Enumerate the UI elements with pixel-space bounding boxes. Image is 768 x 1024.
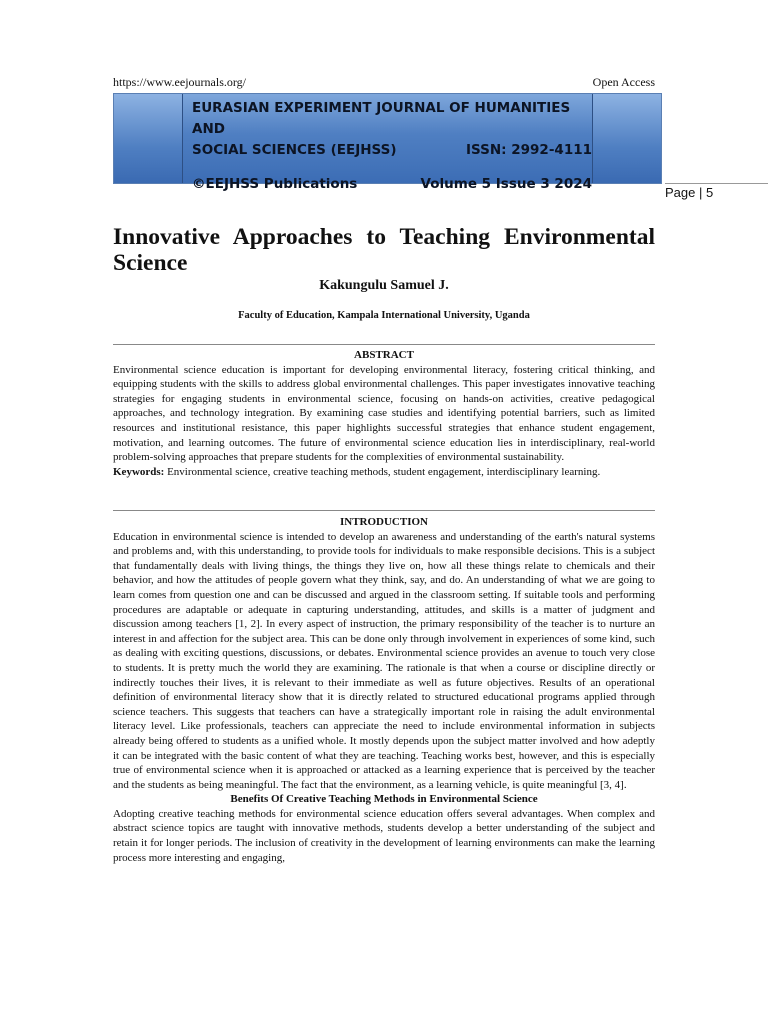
- banner-left-panel: [114, 94, 183, 183]
- journal-banner: [113, 93, 662, 192]
- introduction-top-rule: [113, 510, 655, 511]
- keywords-label: Keywords:: [113, 465, 165, 478]
- abstract-top-rule: [113, 344, 655, 345]
- abstract-text: Environmental science education is important for developing environmental literacy, fostering critical thinking, and equipping students with the skills to address global environmental challenges. This paper investigates innovative teaching strategies for engaging students in environmental science, focusing on hands-on activities, creative pedagogical approaches, and technology integration. By examining case studies and identifying potential barriers, such as limited resources and institutional resistance, this paper highlights successful strategies that enhance student engagement, motivation, and learning outcomes. The future of environmental science education lies in interdisciplinary, real-world problem-solving approaches that prepare students for the complexities of environmental sustainability.: [113, 363, 655, 464]
- journal-url: https://www.eejournals.org/: [113, 75, 246, 89]
- benefits-heading: Benefits Of Creative Teaching Methods in Environmental Science: [230, 793, 538, 806]
- introduction-text: Education in environmental science is intended to develop an awareness and understanding of the earth's natural systems and problems and, with this understanding, to provide tools for individuals to make responsible decisions. This is a subject that fundamentally deals with living things, the things they live on, how all these things relate to chemicals and their behavior, and how the attitudes of people govern what they think, say, and do. An understanding of what we are going to learn comes from question one and can be discussed and argued in the classroom setting. If suitable tools and performing procedures are adaptable or adequate in capturing understanding, attitudes, and skills is a matter of judgment and discussion among teachers [1, 2]. In every aspect of instruction, the primary responsibility of the teacher is to nurture an interest in and affection for the subject area. This can be done only through involvement in experiences of some kind, such as dealing with exciting questions, discussions, or debates. Environmental science provides an avenue to touch very close to students. It is pretty much the world they are examining. The rationale is that when a course or discipline directly or indirectly touches their lives, it is relevant to their immediate as well as future objectives. Results of an operational definition of environmental literacy show that it is directly related to structured educational programs applied through science teachers. This suggests that teachers can have a strategically important role in raising the adult environmental literacy level. Like professionals, teachers can appreciate the need to include environmental information in subjects already being offered to students as a unified whole. It mostly depends upon the subject matter involved and how adeptly it can be integrated with the basic content of what they are teaching. Teaching works best, however, and this is especially true of environmental science when it is approached or attacked as a learning experience that is perceived by the teacher and the students as being meaningful. The fact that the environment, as a learning vehicle, is quite meaningful [3, 4].: [113, 530, 655, 791]
- introduction-section: [113, 515, 655, 865]
- issn: ISSN: 2992-4111: [465, 142, 592, 158]
- journal-name-line1: EURASIAN EXPERIMENT JOURNAL OF HUMANITIES AND: [192, 100, 571, 137]
- volume-issue: Volume 5 Issue 3 2024: [420, 176, 592, 192]
- abstract-heading: ABSTRACT: [354, 349, 414, 361]
- article-title: Innovative Approaches to Teaching Environmental Science: [113, 224, 655, 276]
- page-number: Page | 5: [665, 185, 714, 200]
- benefits-text: Adopting creative teaching methods for environmental science education offers several advantages. When complex and abstract science topics are taught with innovative methods, students develop a better understanding of the subject and retain it for longer periods. The inclusion of creativity in the development of learning environments can make the learning process more interesting and engaging,: [113, 807, 655, 864]
- keywords: [113, 465, 655, 480]
- keywords-text: Environmental science, creative teaching methods, student engagement, interdisciplinary learning.: [167, 465, 601, 478]
- header-divider: [665, 183, 768, 184]
- abstract-section: [113, 348, 655, 479]
- publisher: ©EEJHSS Publications: [192, 176, 358, 192]
- introduction-heading: INTRODUCTION: [339, 516, 428, 528]
- open-access-label: Open Access: [592, 75, 655, 89]
- banner-text: [192, 98, 592, 195]
- author-affiliation: Faculty of Education, Kampala International University, Uganda: [238, 310, 530, 321]
- banner-right-panel: [592, 94, 661, 183]
- author-name: Kakungulu Samuel J.: [319, 278, 449, 293]
- journal-name-line2: SOCIAL SCIENCES (EEJHSS): [192, 142, 397, 158]
